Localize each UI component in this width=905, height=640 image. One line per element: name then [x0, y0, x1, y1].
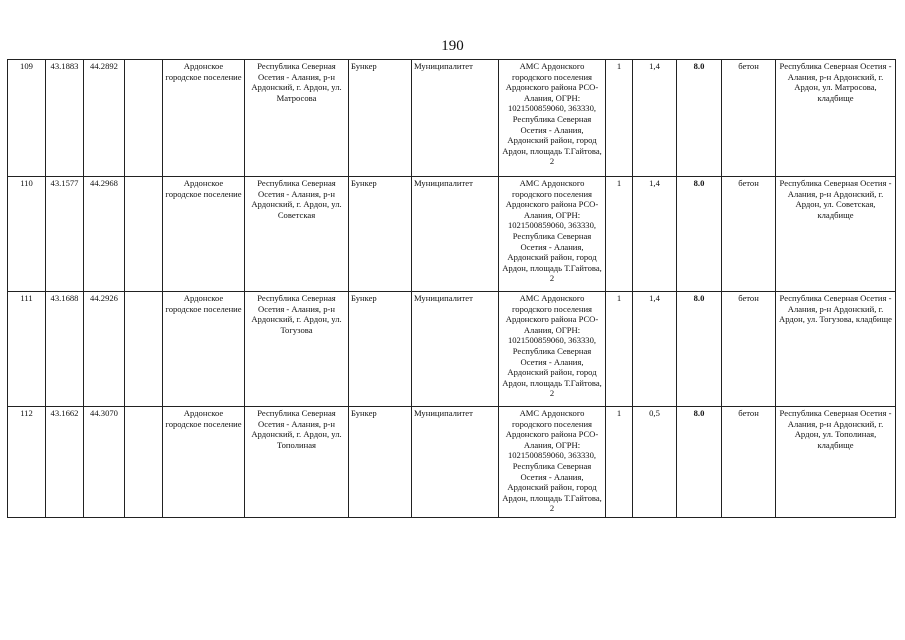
row-number: 110	[8, 177, 46, 292]
container-type: Бункер	[349, 177, 412, 292]
container-volume: 1,4	[633, 60, 677, 177]
settlement: Ардонское городское поселение	[163, 407, 245, 518]
container-count: 1	[606, 177, 633, 292]
row-number: 111	[8, 292, 46, 407]
site-address: Республика Северная Осетия - Алания, р-н Ардонский, г. Ардон, ул. Матросова	[245, 60, 349, 177]
site-area: 8.0	[677, 292, 722, 407]
site-address: Республика Северная Осетия - Алания, р-н Ардонский, г. Ардон, ул. Тополиная	[245, 407, 349, 518]
container-count: 1	[606, 407, 633, 518]
surface-material: бетон	[722, 177, 776, 292]
empty-cell	[125, 407, 163, 518]
container-type: Бункер	[349, 292, 412, 407]
settlement: Ардонское городское поселение	[163, 60, 245, 177]
site-area: 8.0	[677, 60, 722, 177]
owner-type: Муниципалитет	[412, 292, 499, 407]
empty-cell	[125, 292, 163, 407]
owner-organization: АМС Ардонского городского поселения Ардонского района РСО-Алания, ОГРН: 1021500859060, 363330, Республика Северная Осетия - Алания, Ардонский район, город Ардон, площадь Т.Гайтова, 2	[499, 407, 606, 518]
settlement: Ардонское городское поселение	[163, 177, 245, 292]
container-volume: 1,4	[633, 292, 677, 407]
page-number: 190	[441, 38, 464, 54]
site-address: Республика Северная Осетия - Алания, р-н Ардонский, г. Ардон, ул. Тогузова	[245, 292, 349, 407]
owner-type: Муниципалитет	[412, 177, 499, 292]
owner-organization: АМС Ардонского городского поселения Ардонского района РСО-Алания, ОГРН: 1021500859060, 363330, Республика Северная Осетия - Алания, Ардонский район, город Ардон, площадь Т.Гайтова, 2	[499, 60, 606, 177]
latitude: 43.1883	[46, 60, 84, 177]
empty-cell	[125, 177, 163, 292]
waste-site-registry-table	[7, 59, 896, 518]
container-volume: 1,4	[633, 177, 677, 292]
site-address: Республика Северная Осетия - Алания, р-н Ардонский, г. Ардон, ул. Советская	[245, 177, 349, 292]
surface-material: бетон	[722, 60, 776, 177]
container-volume: 0,5	[633, 407, 677, 518]
table-row	[8, 177, 896, 292]
container-count: 1	[606, 60, 633, 177]
container-count: 1	[606, 292, 633, 407]
latitude: 43.1577	[46, 177, 84, 292]
longitude: 44.2892	[84, 60, 125, 177]
site-area: 8.0	[677, 407, 722, 518]
surface-material: бетон	[722, 407, 776, 518]
longitude: 44.2926	[84, 292, 125, 407]
waste-source: Республика Северная Осетия - Алания, р-н Ардонский, г. Ардон, ул. Советская, кладбище	[776, 177, 896, 292]
waste-source: Республика Северная Осетия - Алания, р-н Ардонский, г. Ардон, ул. Матросова, кладбище	[776, 60, 896, 177]
owner-organization: АМС Ардонского городского поселения Ардонского района РСО-Алания, ОГРН: 1021500859060, 363330, Республика Северная Осетия - Алания, Ардонский район, город Ардон, площадь Т.Гайтова, 2	[499, 177, 606, 292]
row-number: 109	[8, 60, 46, 177]
row-number: 112	[8, 407, 46, 518]
latitude: 43.1662	[46, 407, 84, 518]
owner-organization: АМС Ардонского городского поселения Ардонского района РСО-Алания, ОГРН: 1021500859060, 363330, Республика Северная Осетия - Алания, Ардонский район, город Ардон, площадь Т.Гайтова, 2	[499, 292, 606, 407]
waste-source: Республика Северная Осетия - Алания, р-н Ардонский, г. Ардон, ул. Тополиная, кладбище	[776, 407, 896, 518]
owner-type: Муниципалитет	[412, 407, 499, 518]
settlement: Ардонское городское поселение	[163, 292, 245, 407]
waste-source: Республика Северная Осетия - Алания, р-н Ардонский, г. Ардон, ул. Тогузова, кладбище	[776, 292, 896, 407]
table-row	[8, 292, 896, 407]
table-row	[8, 407, 896, 518]
site-area: 8.0	[677, 177, 722, 292]
longitude: 44.2968	[84, 177, 125, 292]
table-row	[8, 60, 896, 177]
owner-type: Муниципалитет	[412, 60, 499, 177]
container-type: Бункер	[349, 407, 412, 518]
empty-cell	[125, 60, 163, 177]
surface-material: бетон	[722, 292, 776, 407]
longitude: 44.3070	[84, 407, 125, 518]
container-type: Бункер	[349, 60, 412, 177]
latitude: 43.1688	[46, 292, 84, 407]
